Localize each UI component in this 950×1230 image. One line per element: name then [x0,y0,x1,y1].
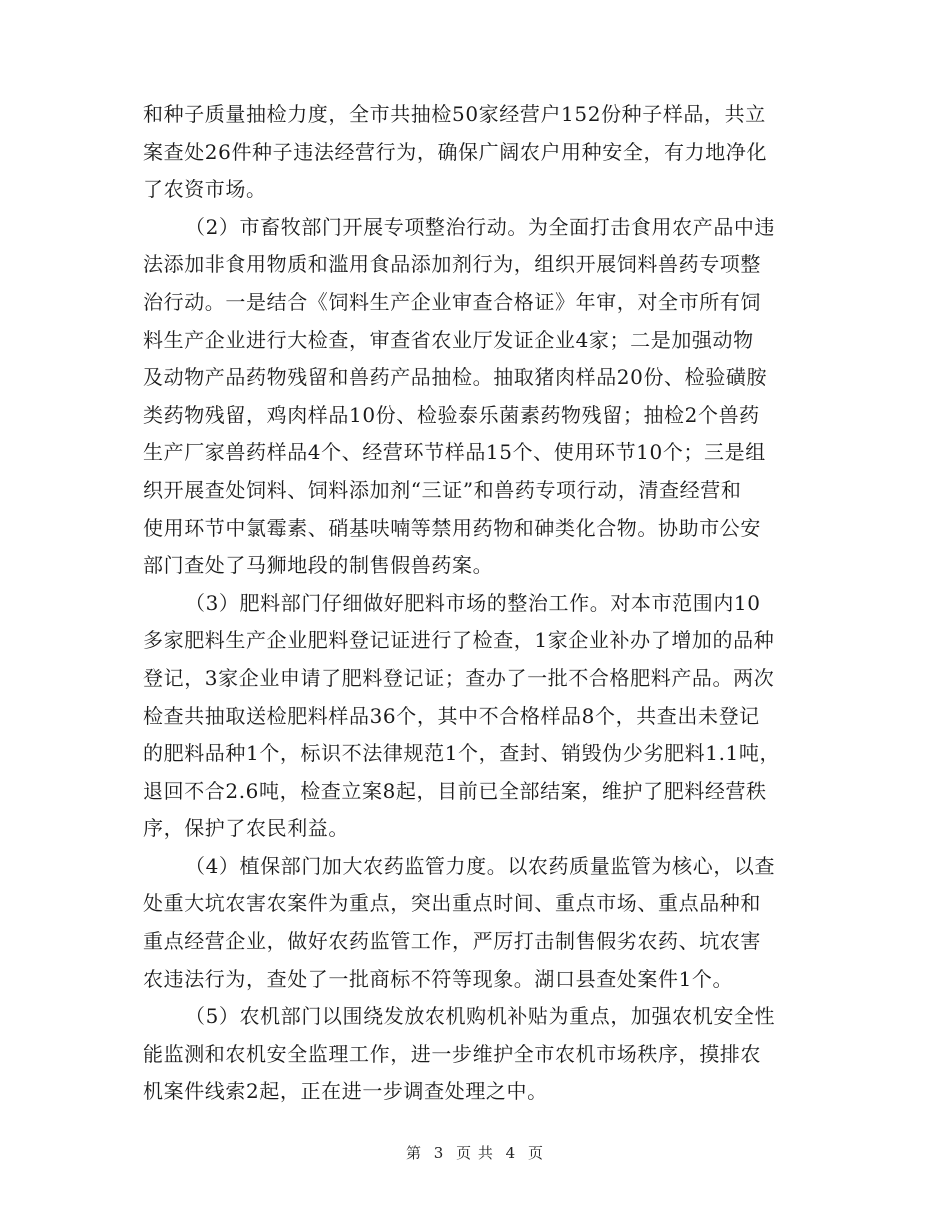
text-line: 农违法行为，查处了一批商标不符等现象。湖口县查处案件1个。 [143,966,734,991]
text-line: 类药物残留，鸡肉样品10份、检验泰乐菌素药物残留；抽检2个兽药 [143,402,760,427]
text-line: 生产厂家兽药样品4个、经营环节样品15个、使用环节10个；三是组 [143,440,766,465]
text-line: 多家肥料生产企业肥料登记证进行了检查，1家企业补办了增加的品种 [143,628,775,653]
page-number-total: 4 [505,1144,517,1162]
text-line: 登记，3家企业申请了肥料登记证；查办了一批不合格肥料产品。两次 [143,665,775,690]
page-number-current: 3 [433,1144,445,1162]
text-line: 法添加非食用物质和滥用食品添加剂行为，组织开展饲料兽药专项整 [143,252,761,277]
text-line: 的肥料品种1个，标识不法律规范1个，查封、销毁伪少劣肥料1.1吨， [143,741,781,766]
footer-prefix: 第 [405,1144,422,1162]
text-line: （2）市畜牧部门开展专项整治行动。为全面打击食用农产品中违 [185,214,776,239]
document-body [143,96,823,1111]
text-line: 部门查处了马狮地段的制售假兽药案。 [143,553,494,578]
text-line: 处重大坑农害农案件为重点，突出重点时间、重点市场、重点品种和 [143,891,761,916]
text-line: 退回不合2.6吨，检查立案8起，目前已全部结案，维护了肥料经营秩 [143,778,767,803]
text-line: （3）肥料部门仔细做好肥料市场的整治工作。对本市范围内10 [185,590,761,615]
text-line: 及动物产品药物残留和兽药产品抽检。抽取猪肉样品20份、检验磺胺 [143,365,768,390]
paragraph-agri-machinery-dept [143,998,823,1111]
text-line: 了农资市场。 [143,177,267,202]
text-line: 使用环节中氯霉素、硝基呋喃等禁用药物和砷类化合物。协助市公安 [143,515,761,540]
page-footer [0,1142,950,1163]
paragraph-seed-inspection [143,96,823,209]
text-line: （4）植保部门加大农药监管力度。以农药质量监管为核心，以查 [185,853,776,878]
text-line: 检查共抽取送检肥料样品36个，其中不合格样品8个，共查出未登记 [143,703,760,728]
paragraph-plant-protection-dept [143,848,823,998]
text-line: 序，保护了农民利益。 [143,816,349,841]
footer-middle: 页 共 [456,1144,494,1162]
text-line: （5）农机部门以围绕发放农机购机补贴为重点，加强农机安全性 [185,1004,776,1029]
text-line: 重点经营企业，做好农药监管工作，严厉打击制售假劣农药、坑农害 [143,929,761,954]
footer-suffix: 页 [528,1144,545,1162]
text-line: 治行动。一是结合《饲料生产企业审查合格证》年审，对全市所有饲 [143,289,761,314]
text-line: 织开展查处饲料、饲料添加剂“三证”和兽药专项行动，清查经营和 [143,477,742,502]
text-line: 料生产企业进行大检查，审查省农业厅发证企业4家；二是加强动物 [143,327,754,352]
text-line: 案查处26件种子违法经营行为，确保广阔农户用种安全，有力地净化 [143,139,768,164]
paragraph-livestock-dept [143,209,823,585]
text-line: 和种子质量抽检力度，全市共抽检50家经营户152份种子样品，共立 [143,102,766,126]
paragraph-fertilizer-dept [143,585,823,848]
text-line: 机案件线索2起，正在进一步调查处理之中。 [143,1079,548,1104]
text-line: 能监测和农机安全监理工作，进一步维护全市农机市场秩序，摸排农 [143,1041,761,1066]
